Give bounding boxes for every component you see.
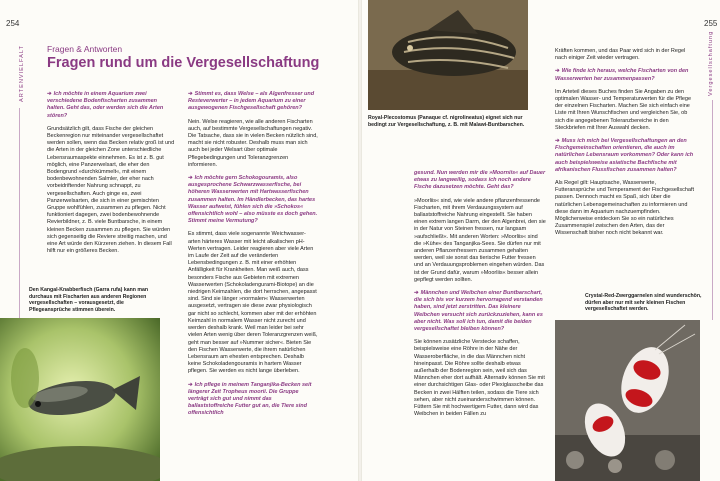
arrow-icon: ➔ [188,381,193,388]
answer: Als Regel gilt: Hauptsache, Wasserwerte, Futteransprüche und Temperament der Fischgesellschaft passen. Dennoch macht es Spaß, sich über die natürlichen Lebensgemeinschaften zu informieren und diese dann im Aquarium nachzuempfinden. Möglicherweise entdecken Sie so ein natürliches Zusammenspiel zwischen den Arten, das der Wissenschaft bisher noch nicht bekannt war. [555,180,694,237]
side-rule-right [712,100,713,320]
arrow-icon: ➔ [555,138,560,145]
caption-pleco: Royal-Plecostomus (Panaque cf. nigrolineatus) eignet sich nur bedingt zur Vergesellschaftung, z. B. mit Malawi-Buntbarschen. [368,115,525,128]
answer: Kräften kommen, und das Paar wird sich in der Regel nach einiger Zeit wieder vertragen. [555,48,686,62]
crystal-red-shrimp-photo [555,320,700,481]
question: ➔ Ich pflege in meinem Tanganjika-Becken seit längerer Zeit Tropheus moorii. Die Gruppe verträgt sich gut und nimmt das ballaststoffreiche Futter gut an, die Tiere sind offensichtlich [188,381,312,417]
arrow-icon: ➔ [188,175,193,182]
answer: Nein. Welse reagieren, wie alle anderen Fischarten auch, auf bestimmte Vergesellschaftungen negativ. Die Tatsache, dass sie in vielen Becken nützlich sind, macht sie nicht robuster. Deshalb muss man sich auch bei jeder Welsart über optimale Pflegebedingungen und Toleranzgrenzen informieren. [188,118,318,168]
question: ➔ Männchen und Weibchen einer Buntbarschart, die sich bis vor kurzem hervorragend verstanden haben, sind jetzt zerstritten. Das kleinere Weibchen versucht sich zurückzuziehen, kann es aber nicht. Was soll ich tun, damit die beiden vergesellschaftet bleiben können? [414,290,543,333]
answer: Es stimmt, dass viele sogenannte Weichwasser-arten härteres Wasser mit leicht alkalischen pH-Werten vertragen. Leider reagieren aber viele Arten im Laufe der Zeit auf die veränderten Lebensbedingungen z. B. mit einer erhöhten Anfälligkeit für Krankheiten. Man weiß auch, dass besonders Fische aus Gebieten mit extremen Wasserwerten (Schokoladengurami-Biotope) an die niedrigen Keimzahlen, die dort herrschen, angepasst sind. Sind sie länger »normalen« Wasserwerten ausgesetzt, vertragen sie diese zwar physiologisch gar nicht so schlecht, kommen aber mit der erhöhten Keimzahl in normalem Wasser nicht zurecht und werden deshalb krank. Weil man leider bei sehr vielen Arten wenig über deren Toleranzgrenzen weiß, geht man besser auf »Nummer sicher«. Bieten Sie den Fischen Wasserwerte, die ihrem natürlichen Lebensraum am ehesten entsprechen. Deshalb keine Schokoladengouramis in hartem Wasser pflegen. Sie werden es nicht lange überleben. [188,231,318,375]
question: gesund. Nun werden mir die »Moorniis« auf Dauer etwas zu langweilig, sodass ich noch andere Fische dazusetzen möchte. Geht das? [414,170,546,191]
question: ➔ Ich möchte gern Schokogouramis, also ausgesprochene Schwarzwasserfische, bei höheren Wasserwerten mit Hartwasserfischen zusammen halten. Im Händlerbecken, das hartes Wasser aufweist, fühlen sich die »Schokos« offensichtlich wohl – also müsste es doch gehen. Stimmt meine Vermutung? [188,175,318,225]
caption-garra: Den Kangal-Knabberfisch (Garra rufa) kann man durchaus mit Fischarten aus anderen Regionen vergesellschaften – vorausgesetzt, die Pflegeansprüche stimmen überein. [29,287,149,313]
right-column-2 [555,48,695,244]
left-column-1 [47,91,175,261]
question: ➔ Muss ich mich bei Vergesellschaftungen an den Fischgemeinschaften orientieren, die auch im natürlichen Lebensraum vorkommen? Oder kann ich auch beispielsweise asiatische Bachfische mit afrikanischen Flussfischen zusammen halten? [555,138,694,173]
kicker: Fragen & Antworten [47,44,123,54]
question: ➔ Stimmt es, dass Welse – als Algenfresser und Resteverwerter – in jedem Aquarium zu einer ausgewogenen Fischgesellschaft gehören? [188,91,315,112]
royal-pleco-photo [368,0,528,110]
right-column-1 [414,170,546,425]
caption-shrimp: Crystal-Red-Zwerggarnelen sind wunderschön, dürfen aber nur mit sehr kleinen Fischen vergesellschaftet werden. [585,293,702,313]
page-number-left: 254 [6,19,20,28]
arrow-icon: ➔ [188,91,193,97]
answer: Sie können zusätzliche Verstecke schaffen, beispielsweise eine Röhre in der Nähe der Wasseroberfläche, in die das Männchen nicht hineinpasst. Die Röhre sollte deshalb etwas außerhalb der Bodenregion sein, weil sich das Männchen eher dort aufhält. Alternativ können Sie mit einer durchsichtigen Glas- oder Plexiglasscheibe das Becken in zwei Hälften teilen, sodass die Tiere sich sehen, aber nicht zueinanderschwimmen können. Füttern Sie mit hochwertigem Futter, dann wird das Weibchen in beiden Fällen zu [414,339,545,418]
left-column-2 [188,91,318,424]
side-label-right: Vergesellschaftung [708,30,714,96]
page-gutter [358,0,362,481]
answer: »Moorliis« sind, wie viele andere pflanzenfressende Fischarten, mit ihrem Verdauungssystem auf ballaststoffreiche Nahrung eingestellt. Sie haben einen extrem langen Darm, der den Algenbrei, den sie in der Natur von Steinen fressen, nur langsam »aufschließt«. Mit anderen Worten: »Moorliis« sind die »Kühe« des Tanganjika-Sees. Sie dürfen nur mit anderen Pflanzenfressern zusammen gehalten werden, weil sie sonst das tierische Futter fressen und an Verdauungsproblemen eingehen würden. Das ist der Grund dafür, warum »Moorliis« besser allein gepflegt werden sollten. [414,197,546,283]
arrow-icon: ➔ [555,68,560,75]
side-label-left: ARTENVIELFALT [19,45,25,102]
question: ➔ Ich möchte in einem Aquarium zwei verschiedene Bodenfischarten zusammen halten. Geht das, oder werden sich die Arten stören? [47,91,164,119]
arrow-icon: ➔ [47,91,52,97]
garra-rufa-photo [0,318,160,481]
answer: Im Arteteil dieses Buches finden Sie Angaben zu den optimalen Wasser- und Temperaturwerten für die Pflege der einzelnen Fischarten. Machen Sie sich einfach eine Liste mit Ihren Wunschfischen und vergleichen Sie, ob sich die angegebenen Toleranzbereiche in den Steckbriefen mit Ihrer Auswahl decken. [555,88,692,131]
answer: Grundsätzlich gilt, dass Fische der gleichen Beckenregion nur miteinander vergesellschaftet werden sollen, wenn das Becken relativ groß ist und die Arten in der gleichen Zone unterschiedliche Lebensraumaspekte einnehmen. Es ist z. B. gut möglich, eine Panzerwelsart, die eher den Bodengrund »durchkümmelt«, mit einem bodenbewohnenden Salmler, der eher nach vorbeidriftender Nahrung schnappt, zu vergesellschaften. Auch ginge es, zwei Panzerwelsarten, die sich in einer gemischten Gruppe wohlfühlen, zusammen zu pflegen. Nicht funktioniert dagegen, zwei bodenbewohnende Revierbildner, z. B. viele Buntbarsche, in einem kleinen Becken zusammen zu pflegen. Sie würden sich gegenseitig die Reviere streitig machen, und eine Art würde den Kürzeren ziehen. In diesem Fall hilft nur ein größeres Becken. [47,125,175,255]
page-title: Fragen rund um die Vergesellschaftung [47,55,320,71]
question: ➔ Wie finde ich heraus, welche Fischarten von den Wasserwerten her zusammenpassen? [555,68,689,82]
page-number-right: 255 [704,19,718,28]
arrow-icon: ➔ [414,290,419,297]
